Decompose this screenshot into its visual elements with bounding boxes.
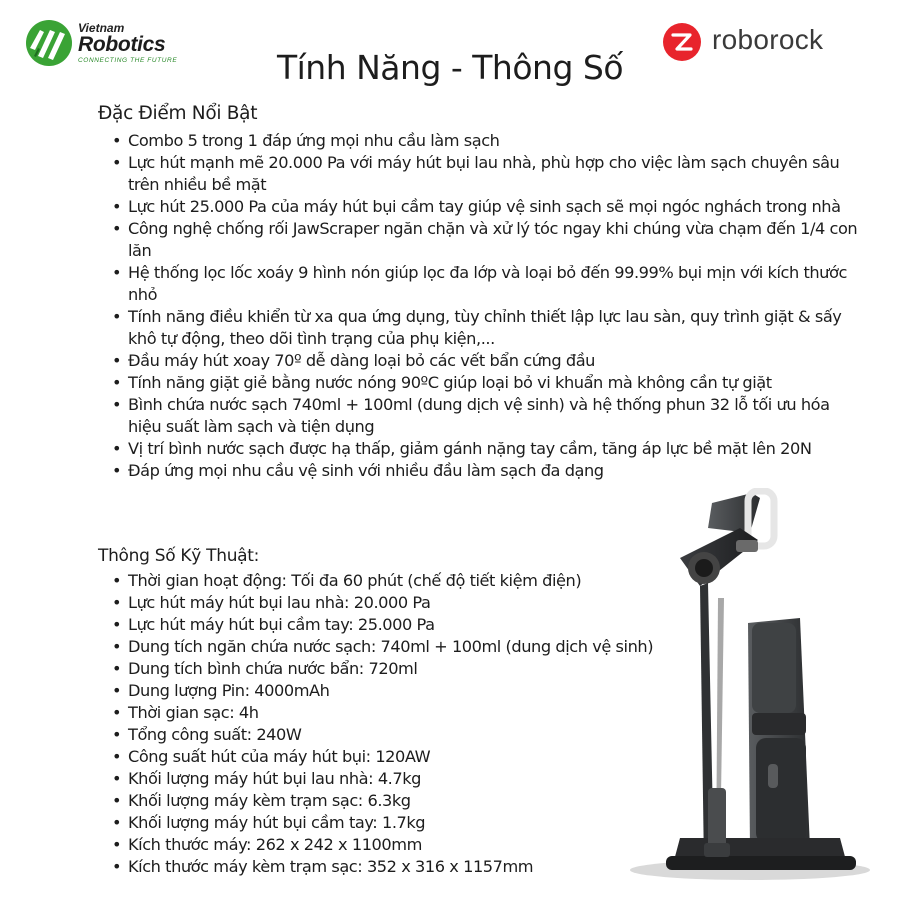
spec-item: • Khối lượng máy hút bụi lau nhà: 4.7kg: [128, 768, 728, 790]
feature-item: • Vị trí bình nước sạch được hạ thấp, giảm gánh nặng tay cầm, tăng áp lực bề mặt lên 20N: [128, 438, 863, 460]
feature-item: • Đáp ứng mọi nhu cầu vệ sinh với nhiều đầu làm sạch đa dạng: [128, 460, 863, 482]
feature-item: • Tính năng giặt giẻ bằng nước nóng 90ºC giúp loại bỏ vi khuẩn mà không cần tự giặt: [128, 372, 863, 394]
spec-item: • Thời gian sạc: 4h: [128, 702, 728, 724]
page-title: Tính Năng - Thông Số: [276, 48, 624, 87]
spec-item: • Tổng công suất: 240W: [128, 724, 728, 746]
roborock-wordmark: roborock: [712, 24, 824, 55]
spec-item: • Dung tích bình chứa nước bẩn: 720ml: [128, 658, 728, 680]
product-vacuum-image: [600, 488, 900, 888]
spec-item: • Công suất hút của máy hút bụi: 120AW: [128, 746, 728, 768]
brand-line2: Robotics: [78, 33, 166, 56]
features-list: [128, 130, 863, 482]
feature-item: • Hệ thống lọc lốc xoáy 9 hình nón giúp lọc đa lớp và loại bỏ đến 99.99% bụi mịn với kích thước nhỏ: [128, 262, 863, 306]
brand-line1: Vietnam: [78, 21, 125, 35]
feature-item: • Lực hút mạnh mẽ 20.000 Pa với máy hút bụi lau nhà, phù hợp cho việc làm sạch chuyên sâu trên nhiều bề mặt: [128, 152, 863, 196]
feature-item: • Lực hút 25.000 Pa của máy hút bụi cầm tay giúp vệ sinh sạch sẽ mọi ngóc nghách trong nhà: [128, 196, 863, 218]
spec-item: • Dung lượng Pin: 4000mAh: [128, 680, 728, 702]
feature-item: • Combo 5 trong 1 đáp ứng mọi nhu cầu làm sạch: [128, 130, 863, 152]
spec-item: • Dung tích ngăn chứa nước sạch: 740ml + 100ml (dung dịch vệ sinh): [128, 636, 728, 658]
feature-item: • Đầu máy hút xoay 70º dễ dàng loại bỏ các vết bẩn cứng đầu: [128, 350, 863, 372]
brand-tagline: CONNECTING THE FUTURE: [78, 57, 178, 64]
features-heading: Đặc Điểm Nổi Bật: [98, 103, 258, 124]
feature-item: • Bình chứa nước sạch 740ml + 100ml (dung dịch vệ sinh) và hệ thống phun 32 lỗ tối ưu hóa hiệu suất làm sạch và tiện dụng: [128, 394, 863, 438]
spec-item: • Kích thước máy: 262 x 242 x 1100mm: [128, 834, 728, 856]
spec-item: • Thời gian hoạt động: Tối đa 60 phút (chế độ tiết kiệm điện): [128, 570, 728, 592]
spec-item: • Kích thước máy kèm trạm sạc: 352 x 316 x 1157mm: [128, 856, 728, 878]
specs-heading: Thông Số Kỹ Thuật:: [98, 546, 260, 566]
spec-item: • Khối lượng máy kèm trạm sạc: 6.3kg: [128, 790, 728, 812]
spec-item: • Lực hút máy hút bụi lau nhà: 20.000 Pa: [128, 592, 728, 614]
feature-item: • Công nghệ chống rối JawScraper ngăn chặn và xử lý tóc ngay khi chúng vừa chạm đến 1/4 con lăn: [128, 218, 863, 262]
spec-item: • Lực hút máy hút bụi cầm tay: 25.000 Pa: [128, 614, 728, 636]
feature-item: • Tính năng điều khiển từ xa qua ứng dụng, tùy chỉnh thiết lập lực lau sàn, quy trình giặt & sấy khô tự động, theo dõi tình trạng của phụ kiện,...: [128, 306, 863, 350]
spec-item: • Khối lượng máy hút bụi cầm tay: 1.7kg: [128, 812, 728, 834]
